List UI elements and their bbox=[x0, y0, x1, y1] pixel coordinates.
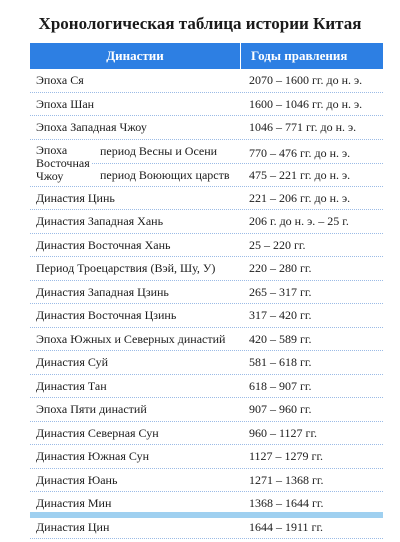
table-body bbox=[30, 69, 383, 539]
reign-years: 1271 – 1368 гг. bbox=[249, 472, 324, 487]
table-row bbox=[30, 234, 383, 258]
dynasty-name: Династия Тан bbox=[36, 378, 107, 393]
dynasty-name: Династия Восточная Хань bbox=[36, 237, 171, 252]
reign-years: 25 – 220 гг. bbox=[249, 237, 306, 252]
row-divider bbox=[92, 163, 383, 164]
table-row bbox=[30, 304, 383, 328]
table-row bbox=[30, 328, 383, 352]
dynasty-name: Династия Юань bbox=[36, 472, 118, 487]
reign-years: 317 – 420 гг. bbox=[249, 308, 312, 323]
table-row bbox=[30, 445, 383, 469]
page-title: Хронологическая таблица истории Китая bbox=[38, 14, 362, 33]
dynasty-name: Династия Восточная Цзинь bbox=[36, 308, 177, 323]
dynasty-name: Династия Западная Хань bbox=[36, 214, 164, 229]
reign-years: 1600 – 1046 гг. до н. э. bbox=[249, 96, 363, 111]
reign-years: 907 – 960 гг. bbox=[249, 402, 312, 417]
dynasty-name: Династия Цин bbox=[36, 519, 110, 534]
reign-years: 2070 – 1600 гг. до н. э. bbox=[249, 73, 363, 88]
table-row bbox=[30, 93, 383, 117]
table-row bbox=[30, 422, 383, 446]
table-row bbox=[30, 210, 383, 234]
period-name: период Воюющих царств bbox=[100, 167, 230, 182]
table-row bbox=[30, 516, 383, 540]
table-row bbox=[30, 375, 383, 399]
dynasty-name: Эпоха Южных и Северных династий bbox=[36, 331, 226, 346]
reign-years: 220 – 280 гг. bbox=[249, 261, 312, 276]
reign-years: 960 – 1127 гг. bbox=[249, 425, 318, 440]
table-row bbox=[30, 69, 383, 93]
reign-years: 1046 – 771 гг. до н. э. bbox=[249, 120, 357, 135]
reign-years: 618 – 907 гг. bbox=[249, 378, 312, 393]
table-row bbox=[30, 257, 383, 281]
dynasty-name: Династия Суй bbox=[36, 355, 108, 370]
dynasty-name: Династия Цинь bbox=[36, 190, 115, 205]
dynasty-name: Эпоха Пяти династий bbox=[36, 402, 147, 417]
reign-years: 206 г. до н. э. – 25 г. bbox=[249, 214, 349, 229]
dynasty-name: Династия Мин bbox=[36, 496, 112, 511]
eastern-zhou-label: Эпоха Восточная Чжоу bbox=[36, 142, 90, 183]
reign-years: 1644 – 1911 гг. bbox=[249, 519, 324, 534]
reign-years: 581 – 618 гг. bbox=[249, 355, 312, 370]
dynasty-name: Эпоха Западная Чжоу bbox=[36, 120, 147, 135]
reign-years: 770 – 476 гг. до н. э. bbox=[249, 145, 351, 160]
reign-years: 221 – 206 гг. до н. э. bbox=[249, 190, 351, 205]
table-row bbox=[30, 281, 383, 305]
dynasty-name: Период Троецарствия (Вэй, Шу, У) bbox=[36, 261, 216, 276]
reign-years: 1368 – 1644 гг. bbox=[249, 496, 324, 511]
table-row bbox=[30, 398, 383, 422]
dynasty-name: Династия Северная Сун bbox=[36, 425, 159, 440]
header-dynasties: Династии bbox=[106, 48, 164, 63]
reign-years: 420 – 589 гг. bbox=[249, 331, 312, 346]
table-row bbox=[30, 187, 383, 211]
dynasty-name: Династия Южная Сун bbox=[36, 449, 150, 464]
header-years: Годы правления bbox=[251, 48, 348, 63]
chronology-table bbox=[30, 43, 383, 539]
dynasty-name: Эпоха Ся bbox=[36, 73, 84, 88]
table-row bbox=[30, 469, 383, 493]
table-header bbox=[30, 43, 383, 69]
reign-years: 1127 – 1279 гг. bbox=[249, 449, 324, 464]
dynasty-name: Эпоха Шан bbox=[36, 96, 95, 111]
table-row bbox=[30, 351, 383, 375]
table-row bbox=[30, 116, 383, 140]
period-name: период Весны и Осени bbox=[100, 143, 218, 158]
eastern-zhou-group bbox=[30, 140, 383, 187]
reign-years: 475 – 221 гг. до н. э. bbox=[249, 167, 351, 182]
bottom-accent-bar bbox=[30, 512, 383, 518]
dynasty-name: Династия Западная Цзинь bbox=[36, 284, 169, 299]
reign-years: 265 – 317 гг. bbox=[249, 284, 312, 299]
